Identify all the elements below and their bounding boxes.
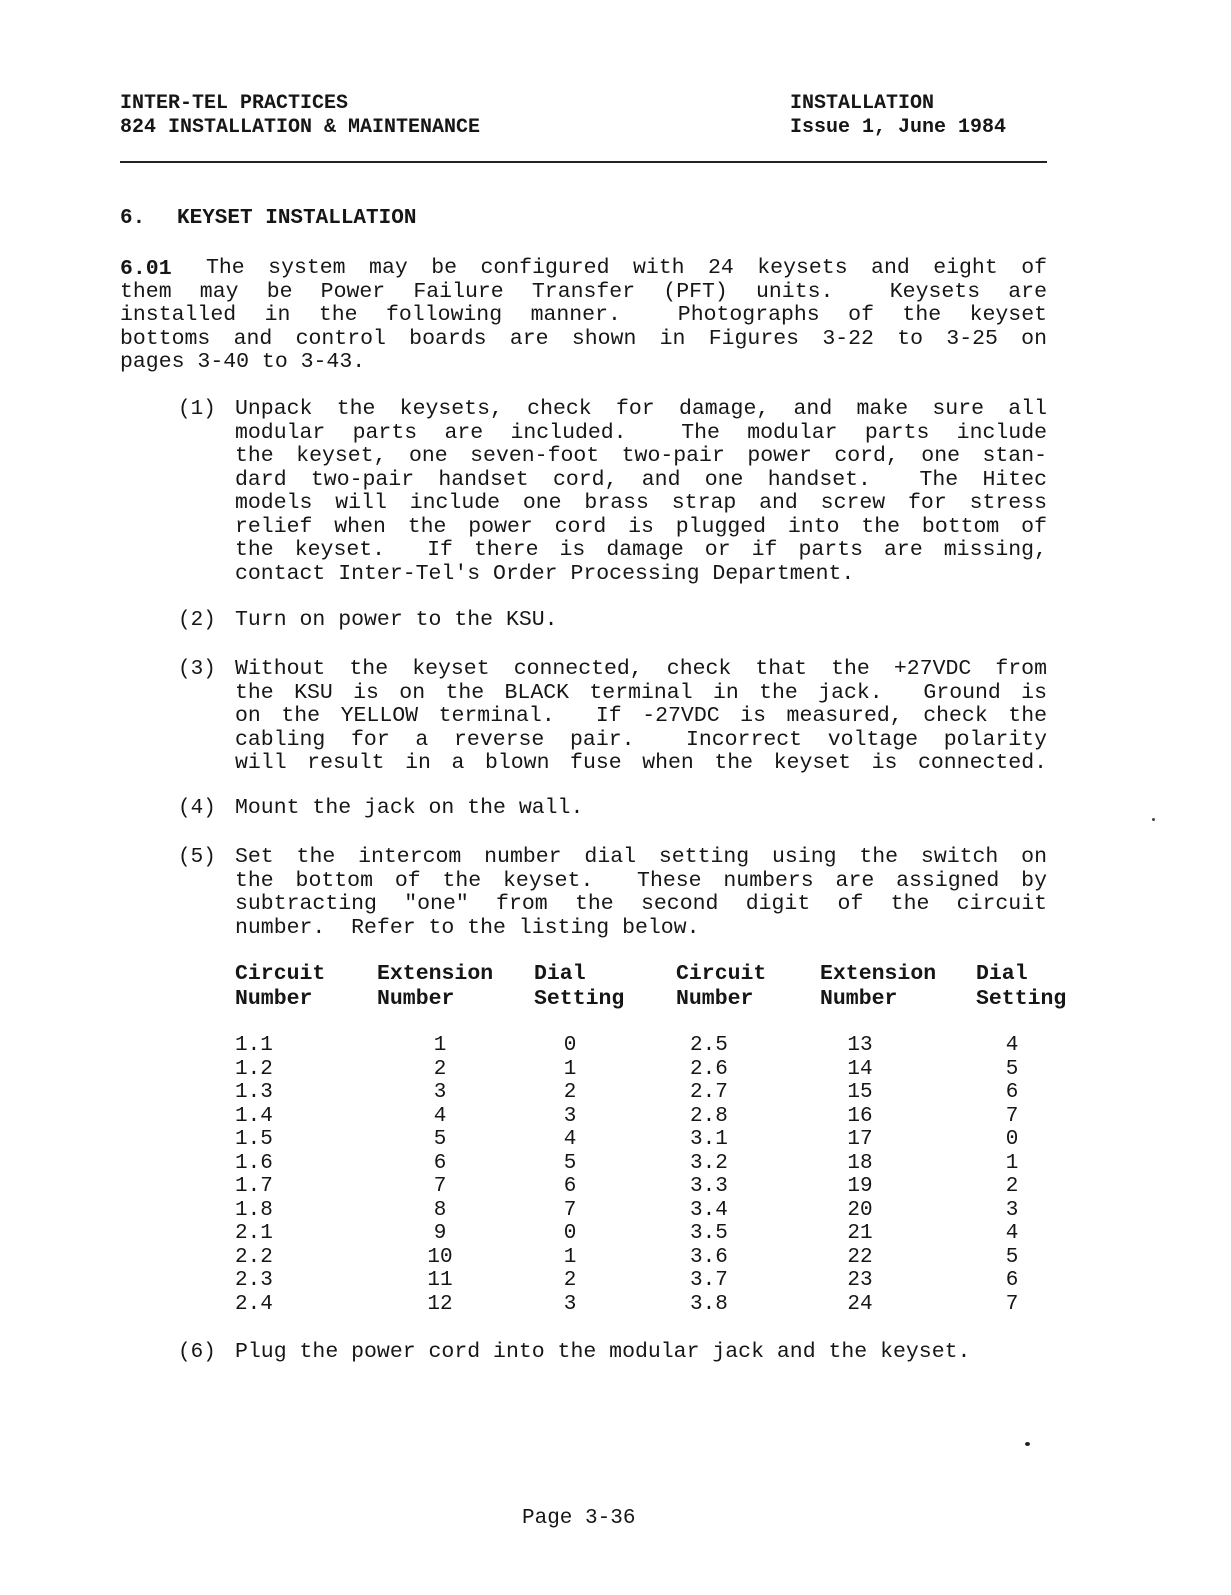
table-cell-circuit: 1.2 <box>235 1057 273 1081</box>
step-6-number: (6) <box>178 1341 216 1364</box>
table-cell-circuit: 1.1 <box>235 1034 273 1057</box>
table-cell-circuit: 3.1 <box>690 1128 728 1151</box>
table-cell-extension: 1 <box>433 1034 447 1057</box>
step-4-number: (4) <box>178 797 216 820</box>
table-cell-circuit: 3.6 <box>690 1245 728 1269</box>
table-cell-circuit: 1.3 <box>235 1081 273 1104</box>
table-header-dial-left: Dial Setting <box>534 962 625 1011</box>
table-header-circuit-left: Circuit Number <box>235 962 326 1011</box>
table-cell-dial: 5 <box>1005 1245 1019 1269</box>
table-cell-circuit: 1.4 <box>235 1104 273 1128</box>
table-cell-dial: 4 <box>1005 1222 1019 1245</box>
table-cell-extension: 22 <box>847 1245 873 1269</box>
table-cell-extension: 17 <box>847 1128 873 1151</box>
intro-line: pages 3-40 to 3-43. <box>120 350 366 374</box>
scan-speck <box>1025 1442 1030 1446</box>
table-cell-circuit: 2.6 <box>690 1057 728 1081</box>
table-cell-dial: 5 <box>1005 1057 1019 1081</box>
step-line: Set the intercom number dial setting using the switch on <box>235 845 1047 869</box>
table-cell-extension: 4 <box>433 1104 447 1128</box>
table-cell-dial: 3 <box>563 1292 577 1316</box>
table-cell-circuit: 2.1 <box>235 1222 273 1245</box>
table-cell-dial: 5 <box>563 1151 577 1175</box>
step-line: dard two-pair handset cord, and one handset. The Hitec <box>235 467 1047 492</box>
step-line: will result in a blown fuse when the keyset is connected. <box>235 751 1047 775</box>
table-cell-circuit: 1.5 <box>235 1128 273 1151</box>
step-line: Turn on power to the KSU. <box>235 608 558 632</box>
intro-line: them may be Power Failure Transfer (PFT) units. Keysets are <box>120 279 1047 304</box>
table-cell-dial: 2 <box>1005 1175 1019 1198</box>
step-line: contact Inter-Tel's Order Processing Department. <box>235 561 855 586</box>
table-cell-dial: 3 <box>563 1104 577 1128</box>
table-cell-dial: 6 <box>563 1175 577 1198</box>
table-cell-dial: 2 <box>563 1269 577 1292</box>
step-1-text <box>235 398 1047 586</box>
table-cell-extension: 2 <box>433 1057 447 1081</box>
step-line: the KSU is on the BLACK terminal in the jack. Ground is <box>235 680 1047 705</box>
paragraph-label: 6.01 <box>120 257 172 281</box>
table-cell-circuit: 2.4 <box>235 1292 273 1316</box>
table-cell-dial: 0 <box>563 1034 577 1057</box>
table-cell-circuit: 3.7 <box>690 1269 728 1292</box>
step-3-text <box>235 658 1047 776</box>
header-left-line2: 824 INSTALLATION & MAINTENANCE <box>120 116 481 139</box>
table-cell-dial: 4 <box>1005 1034 1019 1057</box>
table-cell-extension: 6 <box>433 1151 447 1175</box>
table-header-dial-right: Dial Setting <box>976 962 1067 1011</box>
table-cell-extension: 16 <box>847 1104 873 1128</box>
step-line: modular parts are included. The modular parts include <box>235 420 1047 445</box>
table-cell-extension: 11 <box>427 1269 453 1292</box>
header-rule <box>120 161 1047 163</box>
table-cell-circuit: 2.7 <box>690 1081 728 1104</box>
table-col-extension-left <box>400 1034 480 1316</box>
step-line: number. Refer to the listing below. <box>235 915 700 940</box>
step-line: subtracting "one" from the second digit of the circuit <box>235 892 1047 916</box>
step-line: the bottom of the keyset. These numbers are assigned by <box>235 868 1047 893</box>
table-cell-extension: 24 <box>847 1292 873 1316</box>
intro-line: bottoms and control boards are shown in Figures 3-22 to 3-25 on <box>120 326 1047 351</box>
table-cell-circuit: 3.2 <box>690 1151 728 1175</box>
table-cell-extension: 8 <box>433 1198 447 1222</box>
table-cell-dial: 1 <box>563 1057 577 1081</box>
step-line: relief when the power cord is plugged into the bottom of <box>235 514 1047 539</box>
step-line: the keyset, one seven-foot two-pair power cord, one stan- <box>235 444 1047 468</box>
table-cell-circuit: 3.8 <box>690 1292 728 1316</box>
table-cell-extension: 5 <box>433 1128 447 1151</box>
header-left-line1: INTER-TEL PRACTICES <box>120 92 349 115</box>
step-line: Plug the power cord into the modular jack and the keyset. <box>235 1340 971 1364</box>
step-4-text <box>235 797 1047 821</box>
table-col-circuit-right <box>690 1034 728 1316</box>
table-cell-extension: 21 <box>847 1222 873 1245</box>
table-cell-extension: 14 <box>847 1057 873 1081</box>
table-cell-circuit: 1.6 <box>235 1151 273 1175</box>
section-number: 6. <box>120 207 146 230</box>
table-cell-circuit: 1.7 <box>235 1175 273 1198</box>
step-6-text <box>235 1341 1047 1365</box>
step-line: Mount the jack on the wall. <box>235 796 584 820</box>
table-cell-circuit: 2.5 <box>690 1034 728 1057</box>
table-cell-extension: 19 <box>847 1175 873 1198</box>
table-cell-dial: 2 <box>563 1081 577 1104</box>
table-col-dial-right <box>982 1034 1042 1316</box>
table-cell-dial: 7 <box>563 1198 577 1222</box>
step-2-number: (2) <box>178 609 216 632</box>
step-5-number: (5) <box>178 846 216 869</box>
table-cell-dial: 6 <box>1005 1081 1019 1104</box>
table-col-dial-left <box>540 1034 600 1316</box>
step-5-text <box>235 846 1047 940</box>
table-cell-dial: 1 <box>1005 1151 1019 1175</box>
table-cell-circuit: 3.5 <box>690 1222 728 1245</box>
table-cell-extension: 9 <box>433 1222 447 1245</box>
table-cell-extension: 3 <box>433 1081 447 1104</box>
table-cell-dial: 1 <box>563 1245 577 1269</box>
table-cell-circuit: 3.4 <box>690 1198 728 1222</box>
step-1-number: (1) <box>178 398 216 421</box>
table-col-circuit-left <box>235 1034 273 1316</box>
table-header-circuit-right: Circuit Number <box>676 962 767 1011</box>
table-cell-extension: 23 <box>847 1269 873 1292</box>
table-header-extension-right: Extension Number <box>820 962 937 1011</box>
intro-paragraph <box>120 257 1047 375</box>
table-cell-dial: 0 <box>1005 1128 1019 1151</box>
step-line: models will include one brass strap and screw for stress <box>235 491 1047 515</box>
table-cell-dial: 4 <box>563 1128 577 1151</box>
step-line: on the YELLOW terminal. If -27VDC is measured, check the <box>235 704 1047 728</box>
table-cell-dial: 3 <box>1005 1198 1019 1222</box>
intro-line: installed in the following manner. Photographs of the keyset <box>120 303 1047 327</box>
page-number: Page 3-36 <box>522 1507 636 1530</box>
step-line: Unpack the keysets, check for damage, and make sure all <box>235 397 1047 421</box>
table-cell-dial: 7 <box>1005 1292 1019 1316</box>
table-cell-extension: 7 <box>433 1175 447 1198</box>
header-right-line2: Issue 1, June 1984 <box>790 116 1007 139</box>
step-line: the keyset. If there is damage or if parts are missing, <box>235 538 1047 562</box>
table-cell-circuit: 2.3 <box>235 1269 273 1292</box>
table-cell-extension: 18 <box>847 1151 873 1175</box>
table-cell-circuit: 2.2 <box>235 1245 273 1269</box>
step-2-text <box>235 609 1047 633</box>
header-right-line1: INSTALLATION <box>790 92 935 115</box>
table-cell-dial: 7 <box>1005 1104 1019 1128</box>
section-title: KEYSET INSTALLATION <box>177 207 417 230</box>
table-header-extension-left: Extension Number <box>377 962 494 1011</box>
table-cell-dial: 6 <box>1005 1269 1019 1292</box>
table-cell-extension: 15 <box>847 1081 873 1104</box>
step-3-number: (3) <box>178 658 216 681</box>
step-line: Without the keyset connected, check that the +27VDC from <box>235 657 1047 681</box>
table-cell-circuit: 1.8 <box>235 1198 273 1222</box>
intro-line: The system may be configured with 24 keysets and eight of <box>206 256 1047 280</box>
scan-speck <box>1152 818 1155 821</box>
table-cell-extension: 20 <box>847 1198 873 1222</box>
step-line: cabling for a reverse pair. Incorrect voltage polarity <box>235 727 1047 752</box>
table-cell-extension: 13 <box>847 1034 873 1057</box>
table-cell-dial: 0 <box>563 1222 577 1245</box>
table-col-extension-right <box>820 1034 900 1316</box>
table-cell-extension: 12 <box>427 1292 453 1316</box>
table-cell-circuit: 2.8 <box>690 1104 728 1128</box>
table-cell-circuit: 3.3 <box>690 1175 728 1198</box>
table-cell-extension: 10 <box>427 1245 453 1269</box>
